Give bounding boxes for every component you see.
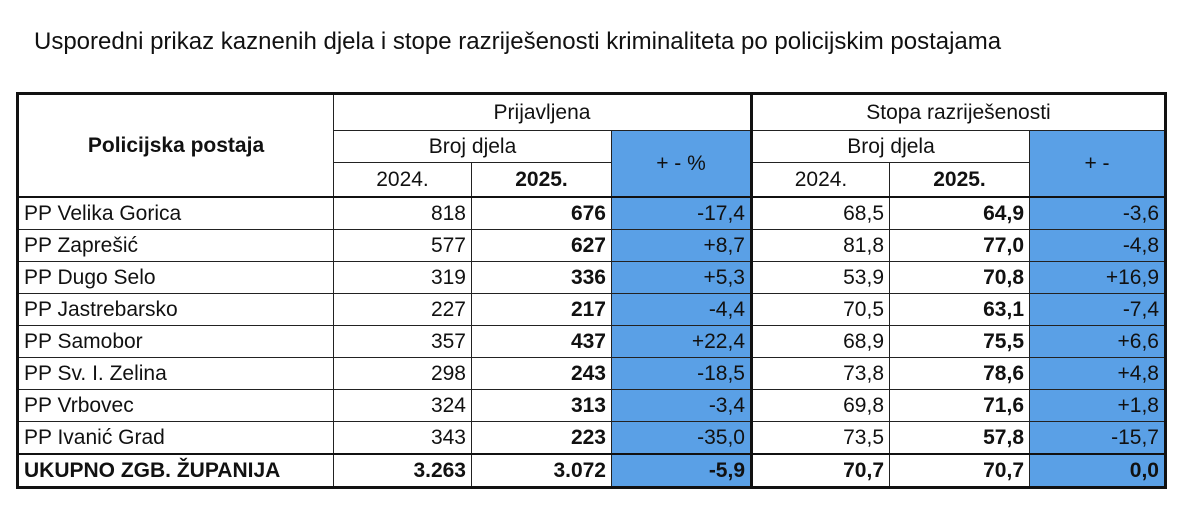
- clearance-change-cell: -4,8: [1030, 230, 1166, 262]
- clearance-change-cell: +6,6: [1030, 326, 1166, 358]
- reported-2025-cell: 243: [472, 358, 612, 390]
- clearance-2025-cell: 57,8: [890, 422, 1030, 455]
- station-cell: PP Vrbovec: [18, 390, 334, 422]
- table-row: [18, 358, 1166, 390]
- station-cell: PP Zaprešić: [18, 230, 334, 262]
- header-count-clearance: Broj djela: [752, 131, 1030, 163]
- clearance-2024-cell: 73,8: [752, 358, 890, 390]
- station-cell: PP Velika Gorica: [18, 197, 334, 230]
- reported-change-cell: +5,3: [612, 262, 752, 294]
- reported-2025-cell: 676: [472, 197, 612, 230]
- station-cell: PP Dugo Selo: [18, 262, 334, 294]
- clearance-2024-cell: 73,5: [752, 422, 890, 455]
- clearance-change-cell: +1,8: [1030, 390, 1166, 422]
- reported-change-cell: -18,5: [612, 358, 752, 390]
- clearance-change-cell: +16,9: [1030, 262, 1166, 294]
- reported-2025-cell: 223: [472, 422, 612, 455]
- reported-2024-cell: 577: [334, 230, 472, 262]
- clearance-2025-cell: 70,7: [890, 454, 1030, 488]
- reported-change-cell: +8,7: [612, 230, 752, 262]
- total-row: [18, 454, 1166, 488]
- clearance-2025-cell: 64,9: [890, 197, 1030, 230]
- station-cell: PP Samobor: [18, 326, 334, 358]
- clearance-2024-cell: 69,8: [752, 390, 890, 422]
- clearance-change-cell: 0,0: [1030, 454, 1166, 488]
- reported-2024-cell: 298: [334, 358, 472, 390]
- station-cell: PP Jastrebarsko: [18, 294, 334, 326]
- reported-2024-cell: 227: [334, 294, 472, 326]
- clearance-2024-cell: 70,5: [752, 294, 890, 326]
- document-title: Usporedni prikaz kaznenih djela i stope razriješenosti kriminaliteta po policijskim postajama: [34, 28, 1002, 55]
- reported-2024-cell: 357: [334, 326, 472, 358]
- header-pct-change: + - %: [612, 131, 752, 198]
- header-reported: Prijavljena: [334, 94, 752, 131]
- crime-table: [16, 92, 1167, 489]
- reported-2024-cell: 343: [334, 422, 472, 455]
- reported-2025-cell: 313: [472, 390, 612, 422]
- header-2025-reported: 2025.: [472, 163, 612, 198]
- header-clearance: Stopa razriješenosti: [752, 94, 1166, 131]
- table-row: [18, 197, 1166, 230]
- station-cell: UKUPNO ZGB. ŽUPANIJA: [18, 454, 334, 488]
- clearance-2024-cell: 81,8: [752, 230, 890, 262]
- header-2024-reported: 2024.: [334, 163, 472, 198]
- table-row: [18, 326, 1166, 358]
- clearance-change-cell: +4,8: [1030, 358, 1166, 390]
- clearance-2025-cell: 75,5: [890, 326, 1030, 358]
- header-count-reported: Broj djela: [334, 131, 612, 163]
- table-row: [18, 294, 1166, 326]
- table-row: [18, 262, 1166, 294]
- clearance-2025-cell: 78,6: [890, 358, 1030, 390]
- header-2025-clearance: 2025.: [890, 163, 1030, 198]
- reported-change-cell: -35,0: [612, 422, 752, 455]
- reported-change-cell: +22,4: [612, 326, 752, 358]
- reported-2025-cell: 437: [472, 326, 612, 358]
- reported-2025-cell: 336: [472, 262, 612, 294]
- clearance-change-cell: -7,4: [1030, 294, 1166, 326]
- clearance-2025-cell: 70,8: [890, 262, 1030, 294]
- table-row: [18, 390, 1166, 422]
- clearance-2025-cell: 77,0: [890, 230, 1030, 262]
- reported-2024-cell: 319: [334, 262, 472, 294]
- reported-change-cell: -3,4: [612, 390, 752, 422]
- reported-change-cell: -4,4: [612, 294, 752, 326]
- reported-2025-cell: 3.072: [472, 454, 612, 488]
- clearance-2025-cell: 71,6: [890, 390, 1030, 422]
- reported-2024-cell: 818: [334, 197, 472, 230]
- clearance-2024-cell: 68,5: [752, 197, 890, 230]
- clearance-2025-cell: 63,1: [890, 294, 1030, 326]
- reported-2025-cell: 217: [472, 294, 612, 326]
- reported-2024-cell: 3.263: [334, 454, 472, 488]
- station-cell: PP Sv. I. Zelina: [18, 358, 334, 390]
- table-row: [18, 422, 1166, 455]
- table-row: [18, 230, 1166, 262]
- clearance-change-cell: -15,7: [1030, 422, 1166, 455]
- clearance-2024-cell: 68,9: [752, 326, 890, 358]
- reported-2025-cell: 627: [472, 230, 612, 262]
- reported-change-cell: -5,9: [612, 454, 752, 488]
- clearance-change-cell: -3,6: [1030, 197, 1166, 230]
- header-2024-clearance: 2024.: [752, 163, 890, 198]
- header-change: + -: [1030, 131, 1166, 198]
- header-station: Policijska postaja: [18, 94, 334, 198]
- clearance-2024-cell: 53,9: [752, 262, 890, 294]
- station-cell: PP Ivanić Grad: [18, 422, 334, 455]
- clearance-2024-cell: 70,7: [752, 454, 890, 488]
- reported-2024-cell: 324: [334, 390, 472, 422]
- reported-change-cell: -17,4: [612, 197, 752, 230]
